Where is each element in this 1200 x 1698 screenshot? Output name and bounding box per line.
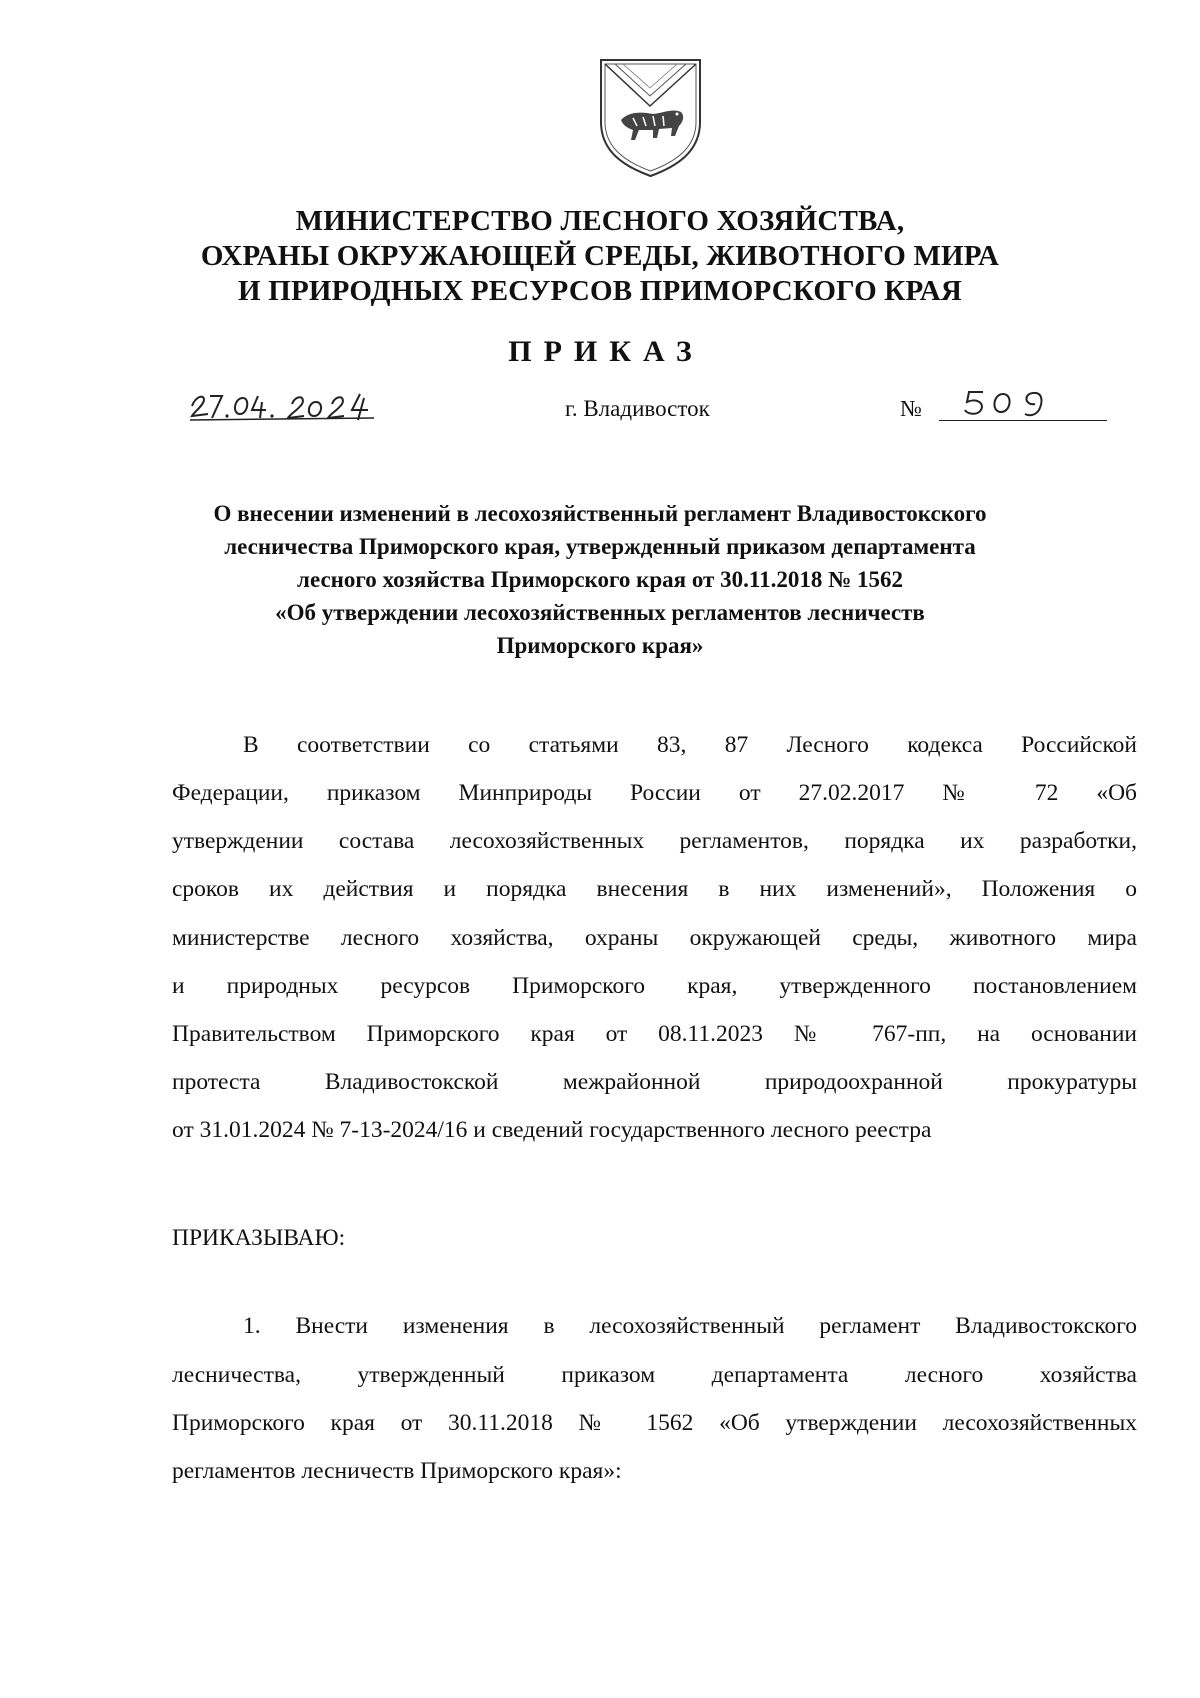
preamble-line: протеста Владивостокской межрайонной природоохранной прокуратуры [172, 1069, 1137, 1095]
preamble-line: В соответствии со статьями 83, 87 Лесного кодекса Российской [243, 732, 1137, 758]
ministry-line-3: И ПРИРОДНЫХ РЕСУРСОВ ПРИМОРСКОГО КРАЯ [237, 275, 963, 307]
document-type-title: ПРИКАЗ [508, 335, 704, 368]
subject-line: Приморского края» [496, 633, 704, 658]
coat-of-arms-icon [593, 56, 708, 178]
item-1-line: регламентов лесничеств Приморского края»: [172, 1458, 622, 1484]
number-underline [939, 420, 1107, 421]
order-directive-word: ПРИКАЗЫВАЮ: [172, 1225, 346, 1251]
preamble-line: министерстве лесного хозяйства, охраны окружающей среды, животного мира [172, 925, 1137, 951]
ministry-line-1: МИНИСТЕРСТВО ЛЕСНОГО ХОЗЯЙСТВА, [295, 205, 905, 237]
preamble-line: Федерации, приказом Минприроды России от 27.02.2017 № 72 «Об [172, 780, 1137, 806]
subject-line: лесного хозяйства Приморского края от 30.11.2018 № 1562 [297, 567, 903, 592]
number-label: № [900, 396, 922, 421]
subject-line: О внесении изменений в лесохозяйственный регламент Владивостокского [213, 501, 987, 526]
order-subject [150, 497, 1050, 662]
preamble-line: сроков их действия и порядка внесения в них изменений», Положения о [172, 876, 1137, 902]
ministry-name [0, 204, 1200, 309]
city-label: г. Владивосток [565, 396, 710, 421]
preamble-line: и природных ресурсов Приморского края, утвержденного постановлением [172, 973, 1137, 999]
item-1-line: Приморского края от 30.11.2018 № 1562 «Об утверждении лесохозяйственных [172, 1410, 1137, 1436]
item-1-line: 1. Внести изменения в лесохозяйственный регламент Владивостокского [243, 1313, 1137, 1339]
preamble-line: утверждении состава лесохозяйственных регламентов, порядка их разработки, [172, 828, 1137, 854]
handwritten-number [955, 384, 1075, 420]
preamble-line: Правительством Приморского края от 08.11.2023 № 767-пп, на основании [172, 1021, 1137, 1047]
handwritten-date [188, 382, 408, 422]
item-1-line: лесничества, утвержденный приказом департамента лесного хозяйства [172, 1362, 1137, 1388]
subject-line: лесничества Приморского края, утвержденный приказом департамента [224, 534, 976, 559]
subject-line: «Об утверждении лесохозяйственных регламентов лесничеств [275, 600, 925, 625]
preamble-line: от 31.01.2024 № 7-13-2024/16 и сведений государственного лесного реестра [172, 1117, 932, 1143]
ministry-line-2: ОХРАНЫ ОКРУЖАЮЩЕЙ СРЕДЫ, ЖИВОТНОГО МИРА [200, 240, 1000, 272]
